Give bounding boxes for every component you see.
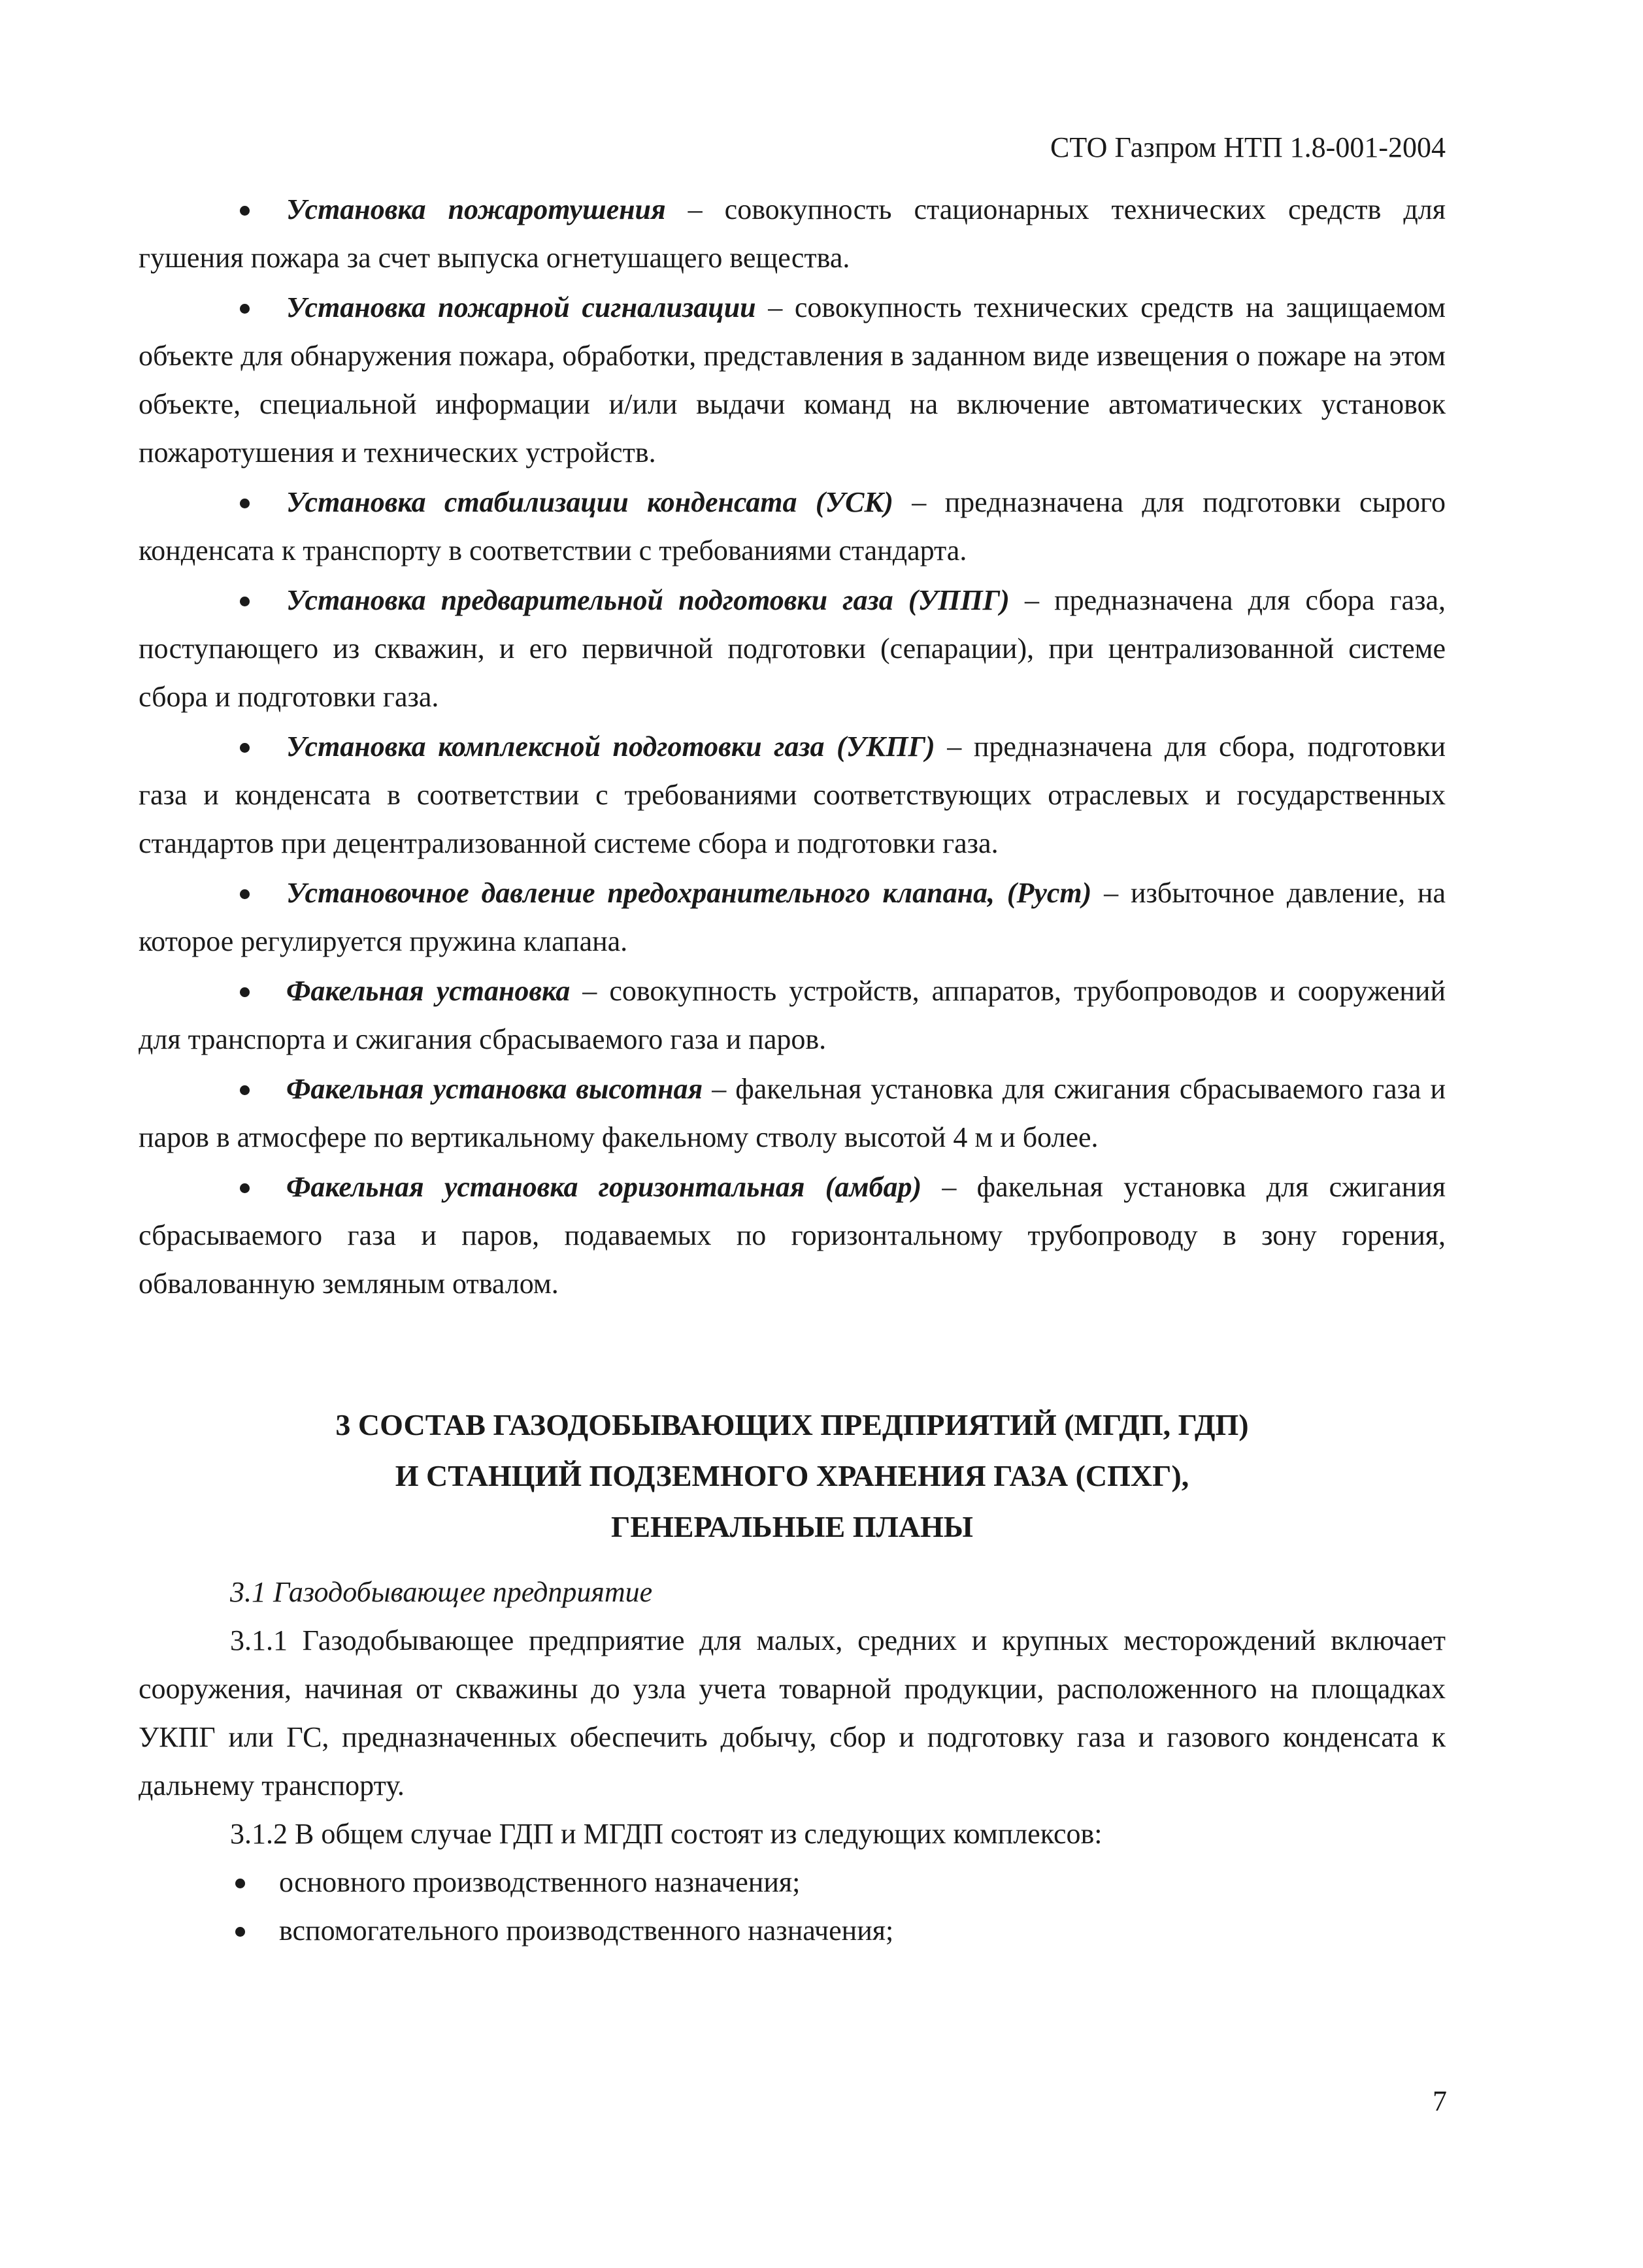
term-entry [139, 284, 1446, 477]
term-entry [139, 1163, 1446, 1308]
term-name: Факельная установка горизонтальная (амбар) [286, 1171, 922, 1203]
term-entry [139, 869, 1446, 966]
section-heading-line: И СТАНЦИЙ ПОДЗЕМНОГО ХРАНЕНИЯ ГАЗА (СПХГ), [395, 1459, 1189, 1492]
term-entry [139, 1065, 1446, 1162]
term-entry [139, 967, 1446, 1064]
term-definition: – предназначена для сбора газа, поступающего из скважин, и его первичной подготовки (сепарации), при централизованной системе сбора и подготовки газа. [139, 584, 1446, 713]
term-name: Факельная установка высотная [286, 1073, 703, 1105]
term-entry [139, 186, 1446, 282]
term-definition: – совокупность стационарных технических средств для гушения пожара за счет выпуска огнетушащего вещества. [139, 193, 1446, 274]
term-name: Факельная установка [286, 975, 571, 1007]
term-definition: – совокупность технических средств на защищаемом объекте для обнаружения пожара, обработки, представления в заданном виде извещения о пожаре на этом объекте, специальной информации и/или выдачи команд на включение автоматических установок пожаротушения и технических устройств. [139, 291, 1446, 468]
section-heading-line: ГЕНЕРАЛЬНЫЕ ПЛАНЫ [611, 1510, 973, 1543]
term-definition: – факельная установка для сжигания сбрасываемого газа и паров, подаваемых по горизонтальному трубопроводу в зону горения, обвалованную земляным отвалом. [139, 1171, 1446, 1300]
term-definition: – предназначена для сбора, подготовки газа и конденсата в соответствии с требованиями соответствующих отраслевых и государственных стандартов при децентрализованной системе сбора и подготовки газа. [139, 731, 1446, 859]
list-item [139, 1858, 1446, 1907]
term-name: Установка пожаротушения [286, 193, 666, 225]
list-item-text: вспомогательного производственного назначения; [279, 1915, 894, 1947]
page-content [139, 186, 1446, 1955]
list-item-text: основного производственного назначения; [279, 1866, 801, 1898]
subsection-heading: 3.1 Газодобывающее предприятие [230, 1576, 653, 1608]
paragraph-3-1-1: 3.1.1 Газодобывающее предприятие для малых, средних и крупных месторождений включает сооружения, начиная от скважины до узла учета товарной продукции, расположенного на площадках УКПГ или ГС, предназначенных обеспечить добычу, сбор и подготовку газа и газового конденсата к дальнему транспорту. [139, 1624, 1446, 1801]
term-name: Установка комплексной подготовки газа (УКПГ) [286, 731, 935, 763]
term-entry [139, 576, 1446, 721]
term-definition: – факельная установка для сжигания сбрасываемого газа и паров в атмосфере по вертикальному факельному стволу высотой 4 м и более. [139, 1073, 1446, 1153]
term-definition: – совокупность устройств, аппаратов, трубопроводов и сооружений для транспорта и сжигания сбрасываемого газа и паров. [139, 975, 1446, 1055]
term-name: Установка предварительной подготовки газа (УППГ) [286, 584, 1010, 616]
term-entry [139, 723, 1446, 868]
term-name: Установочное давление предохранительного клапана, (Руст) [286, 877, 1092, 909]
term-name: Установка стабилизации конденсата (УСК) [286, 486, 893, 518]
paragraph-3-1-2: 3.1.2 В общем случае ГДП и МГДП состоят из следующих комплексов: [230, 1818, 1103, 1850]
term-entry [139, 478, 1446, 575]
page-number: 7 [1433, 2085, 1447, 2117]
term-name: Установка пожарной сигнализации [286, 291, 756, 323]
bullet-icon [235, 1927, 245, 1937]
doc-code-header: СТО Газпром НТП 1.8-001-2004 [1050, 131, 1446, 163]
term-definition: – избыточное давление, на которое регулируется пружина клапана. [139, 877, 1446, 957]
list-item [139, 1907, 1446, 1955]
bullet-icon [235, 1879, 245, 1888]
section-heading [139, 1400, 1446, 1553]
section-heading-line: 3 СОСТАВ ГАЗОДОБЫВАЮЩИХ ПРЕДПРИЯТИЙ (МГДП, ГДП) [335, 1408, 1249, 1441]
term-definition: – предназначена для подготовки сырого конденсата к транспорту в соответствии с требованиями стандарта. [139, 486, 1446, 567]
